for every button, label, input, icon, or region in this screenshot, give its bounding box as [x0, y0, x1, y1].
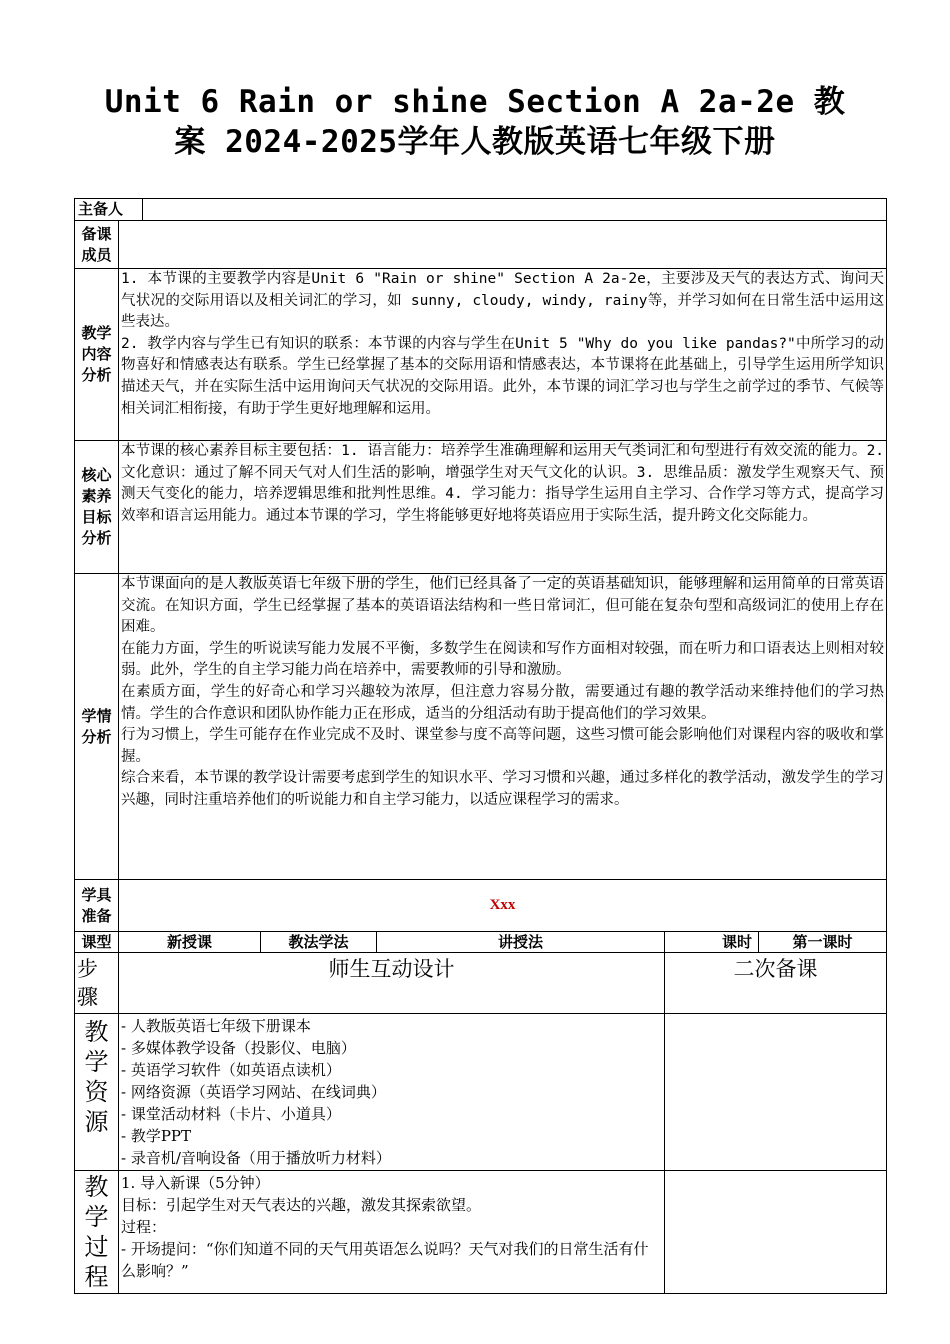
resource-item: - 网络资源（英语学习网站、在线词典）	[121, 1083, 386, 1101]
content-analysis-label: 教学内容分析	[75, 269, 119, 441]
resource-item: - 教学PPT	[121, 1127, 192, 1145]
document-title	[0, 82, 950, 162]
resource-item: - 人教版英语七年级下册课本	[121, 1017, 311, 1035]
process-line: - 开场提问：“你们知道不同的天气用英语怎么说吗？天气对我们的日常生活有什么影响？”	[121, 1240, 649, 1280]
resource-item: - 多媒体教学设备（投影仪、电脑）	[121, 1039, 356, 1057]
row-co-preparers	[75, 221, 887, 269]
co-preparers-value	[119, 221, 887, 269]
title-line-2: 案 2024-2025学年人教版英语七年级下册	[174, 124, 776, 160]
lead-preparer-label: 主备人	[75, 199, 143, 221]
period-value: 第一课时	[759, 932, 887, 953]
resource-item: - 课堂活动材料（卡片、小道具）	[121, 1105, 341, 1123]
row-resources	[75, 1014, 887, 1171]
process-line: 1. 导入新课（5分钟）	[121, 1174, 270, 1192]
co-preparers-label: 备课成员	[75, 221, 119, 269]
content-analysis-p1: 1. 本节课的主要教学内容是Unit 6 "Rain or shine" Section A 2a-2e，主要涉及天气的表达方式、询问天气状况的交际用语以及相关词汇的学习，如 sunny, cloudy, windy, rainy等，并学习如何在日常生活中运用这些表达。	[121, 271, 885, 331]
content-analysis-p2: 2. 教学内容与学生已有知识的联系：本节课的内容与学生在Unit 5 "Why do you like pandas?"中所学习的动物喜好和情感表达有联系。学生已经掌握了基本的交际用语和情感表达，本节课将在此基础上，引导学生运用所学知识描述天气，并在实际生活中运用询问天气状况的交际用语。此外，本节课的词汇学习也与学生之前学过的季节、气候等相关词汇相衔接，有助于学生更好地理解和运用。	[121, 335, 885, 417]
row-materials	[75, 880, 887, 932]
materials-label: 学具准备	[75, 880, 119, 932]
interaction-design-header: 师生互动设计	[119, 953, 665, 1014]
content-analysis-text	[119, 269, 887, 441]
lesson-plan-table	[74, 198, 887, 1294]
process-text	[119, 1171, 665, 1294]
row-lead-preparer	[75, 199, 887, 221]
core-literacy-label: 核心素养目标分析	[75, 441, 119, 574]
row-process	[75, 1171, 887, 1294]
student-analysis-p1: 本节课面向的是人教版英语七年级下册的学生，他们已经具备了一定的英语基础知识，能够理解和运用简单的日常英语交流。在知识方面，学生已经掌握了基本的英语语法结构和一些日常词汇，但可能在复杂句型和高级词汇的使用上存在困难。	[121, 576, 885, 636]
period-label: 课时	[665, 932, 759, 953]
row-core-literacy	[75, 441, 887, 574]
row-student-analysis	[75, 574, 887, 880]
student-analysis-label: 学情分析	[75, 574, 119, 880]
title-line-1: Unit 6 Rain or shine Section A 2a-2e 教	[104, 84, 846, 120]
resources-list	[119, 1014, 665, 1171]
resources-second-prep	[665, 1014, 887, 1171]
lesson-type-value: 新授课	[119, 932, 261, 953]
core-literacy-text: 本节课的核心素养目标主要包括：1. 语言能力：培养学生准确理解和运用天气类词汇和句型进行有效交流的能力。2. 文化意识：通过了解不同天气对人们生活的影响，增强学生对天气文化的认识。3. 思维品质：激发学生观察天气、预测天气变化的能力，培养逻辑思维和批判性思维。4. 学习能力：指导学生运用自主学习、合作学习等方式，提高学习效率和语言运用能力。通过本节课的学习，学生将能够更好地将英语应用于实际生活，提升跨文化交际能力。	[119, 441, 887, 574]
teaching-method-value: 讲授法	[377, 932, 665, 953]
row-lesson-type	[75, 932, 887, 953]
teaching-method-label: 教法学法	[261, 932, 377, 953]
student-analysis-text	[119, 574, 887, 880]
resources-label: 教学资源	[75, 1014, 119, 1171]
process-label: 教学过程	[75, 1171, 119, 1294]
materials-value: Xxx	[119, 880, 887, 932]
resource-item: - 录音机/音响设备（用于播放听力材料）	[121, 1149, 391, 1167]
process-line: 过程：	[121, 1218, 167, 1236]
student-analysis-p3: 在素质方面，学生的好奇心和学习兴趣较为浓厚，但注意力容易分散，需要通过有趣的教学活动来维持他们的学习热情。学生的合作意识和团队协作能力正在形成，适当的分组活动有助于提高他们的学习效果。	[121, 683, 885, 722]
process-second-prep	[665, 1171, 887, 1294]
student-analysis-p4: 行为习惯上，学生可能存在作业完成不及时、课堂参与度不高等问题，这些习惯可能会影响他们对课程内容的吸收和掌握。	[121, 727, 885, 765]
second-prep-header: 二次备课	[665, 953, 887, 1014]
student-analysis-p2: 在能力方面，学生的听说读写能力发展不平衡，多数学生在阅读和写作方面相对较强，而在听力和口语表达上则相对较弱。此外，学生的自主学习能力尚在培养中，需要教师的引导和激励。	[121, 640, 885, 679]
steps-label: 步骤	[75, 953, 119, 1014]
resource-item: - 英语学习软件（如英语点读机）	[121, 1061, 341, 1079]
lead-preparer-value	[143, 199, 887, 221]
student-analysis-p5: 综合来看，本节课的教学设计需要考虑到学生的知识水平、学习习惯和兴趣，通过多样化的教学活动，激发学生的学习兴趣，同时注重培养他们的听说能力和自主学习能力，以适应课程学习的需求。	[121, 770, 885, 808]
row-content-analysis	[75, 269, 887, 441]
lesson-type-label: 课型	[75, 932, 119, 953]
process-line: 目标：引起学生对天气表达的兴趣，激发其探索欲望。	[121, 1196, 482, 1214]
row-steps-header	[75, 953, 887, 1014]
